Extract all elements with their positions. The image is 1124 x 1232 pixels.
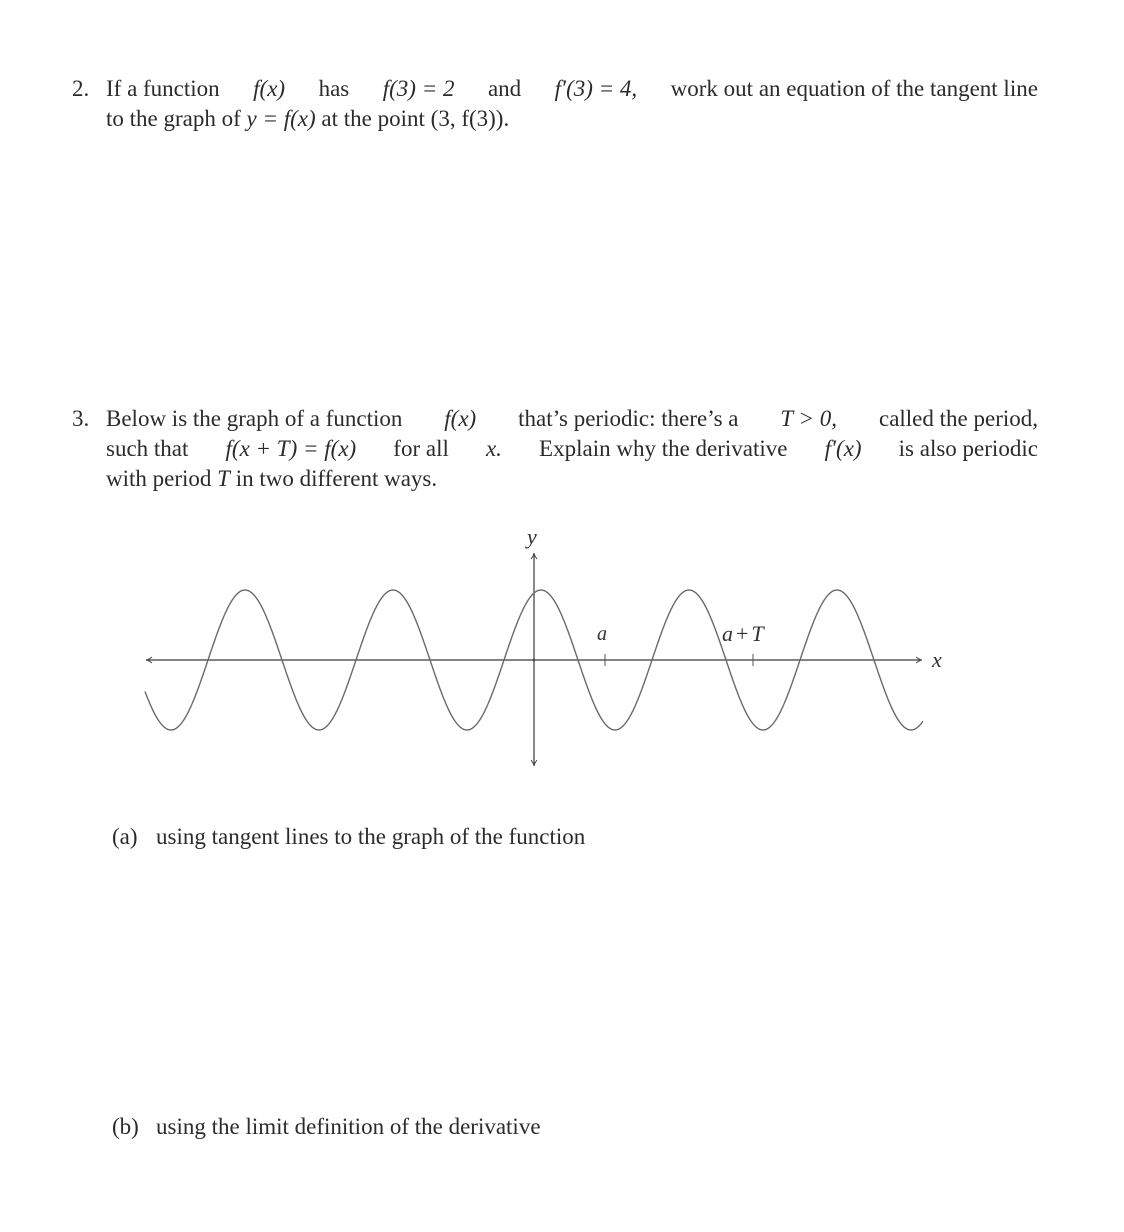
text-run: and — [487, 76, 522, 101]
subpart-tag: (b) — [112, 1114, 139, 1139]
text-run: Explain why the derivative — [539, 436, 788, 461]
problem-text — [106, 404, 1038, 494]
x-axis-label: x — [932, 647, 942, 672]
subpart-text: using tangent lines to the graph of the function — [156, 824, 586, 849]
subpart-a — [112, 822, 585, 852]
math-run: f(x + T) = f(x) — [225, 436, 357, 461]
math-run: y = f(x) — [246, 106, 316, 131]
label-plus: + — [736, 621, 749, 646]
problem-number: 2. — [72, 76, 90, 101]
math-run: f′(x) — [824, 436, 862, 461]
text-run: to the graph of — [106, 106, 241, 131]
math-run: f(x) — [253, 76, 286, 101]
function-curve — [145, 590, 923, 730]
text-run: at the point — [321, 106, 425, 131]
text-run: called the period, — [878, 406, 1038, 431]
subpart-text: using the limit definition of the derivative — [156, 1114, 541, 1139]
problem-line — [106, 104, 1038, 134]
subpart-tag: (a) — [112, 824, 138, 849]
text-run: for all — [393, 436, 449, 461]
tick-label-a-plus-T — [722, 621, 764, 647]
text-run: If a function — [106, 76, 220, 101]
problem-2 — [72, 74, 1038, 134]
math-run: T > 0, — [780, 406, 838, 431]
math-run: f(x) — [444, 406, 477, 431]
math-run: f′(3) = 4, — [554, 76, 638, 101]
text-run: with period — [106, 466, 212, 491]
problem-line — [106, 464, 1038, 494]
text-run: is also periodic — [898, 436, 1038, 461]
label-T: T — [751, 621, 764, 646]
math-run: (3, f(3)). — [430, 106, 510, 131]
problem-line — [106, 404, 1038, 434]
text-run: such that — [106, 436, 189, 461]
problem-line — [106, 434, 1038, 464]
text-run: that’s periodic: there’s a — [518, 406, 739, 431]
text-run: has — [318, 76, 350, 101]
problem-3 — [72, 404, 1038, 494]
math-run: f(3) = 2 — [382, 76, 455, 101]
problem-line — [106, 74, 1038, 104]
problem-number: 3. — [72, 406, 90, 431]
tick-label-a: a — [597, 623, 607, 645]
text-run: work out an equation of the tangent line — [670, 76, 1038, 101]
problem-text — [106, 74, 1038, 134]
label-a: a — [722, 621, 733, 646]
text-run: in two different ways. — [235, 466, 438, 491]
subpart-b — [112, 1112, 541, 1142]
text-run: Below is the graph of a function — [106, 406, 403, 431]
y-axis-label: y — [527, 524, 537, 549]
math-run: x. — [485, 436, 502, 461]
math-run: T — [217, 466, 230, 491]
